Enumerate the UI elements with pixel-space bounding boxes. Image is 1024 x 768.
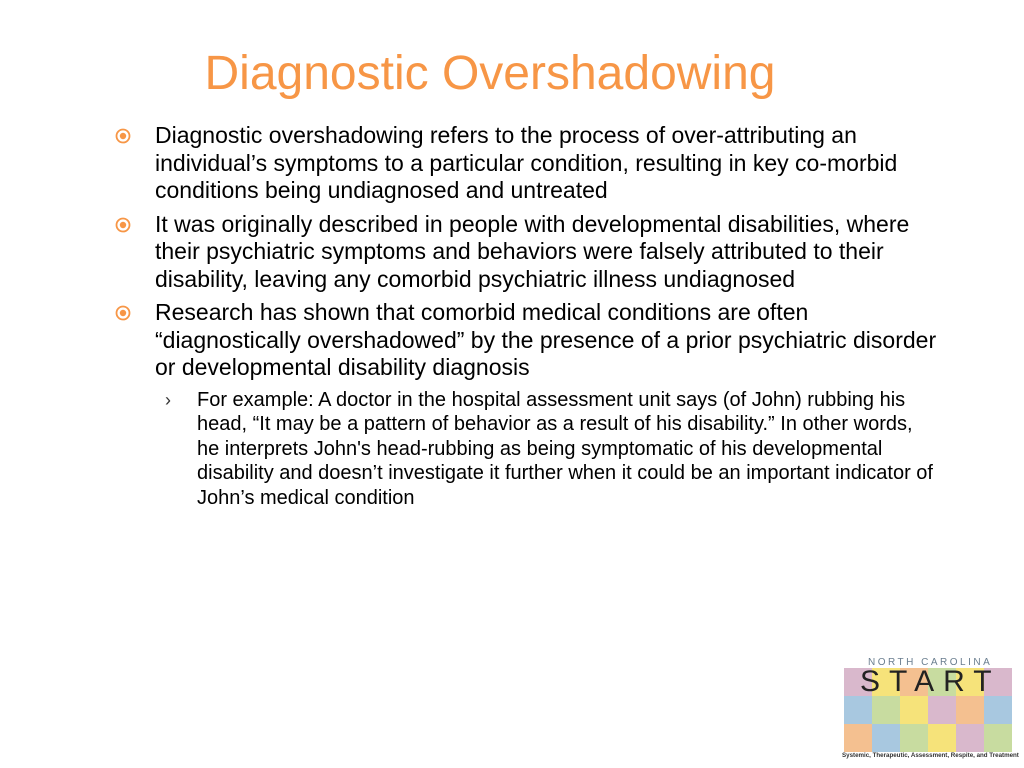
logo-region-text: NORTH CAROLINA [868,657,993,668]
circled-dot-icon [115,305,131,321]
bullet-item [110,299,940,382]
bullet-text: It was originally described in people with developmental disabilities, where their psychiatric symptoms and behaviors were falsely attributed to their disability, leaving any comorbid psychiatric illness undiagnosed [155,210,910,292]
chevron-right-icon: › [165,389,171,410]
nc-start-logo [842,651,1019,763]
sub-bullet-item [165,388,940,511]
logo-tagline: Systemic, Therapeutic, Assessment, Respite, and Treatment [842,752,1019,759]
sub-bullet-text: For example: A doctor in the hospital assessment unit says (of John) rubbing his head, “It may be a pattern of behavior as a result of his disability.” In other words, he interprets John's head-rubbing as being symptomatic of his developmental disability and doesn’t investigate it further when it could be an important indicator of John’s medical condition [197,388,933,509]
bullet-list [110,122,940,510]
puzzle-piece [984,724,1012,752]
circled-dot-icon [115,128,131,144]
slide-title: Diagnostic Overshadowing [204,47,776,100]
bullet-text: Research has shown that comorbid medical conditions are often “diagnostically overshadowed” by the presence of a prior psychiatric disorder or developmental disability diagnosis [155,299,937,380]
circled-dot-icon [115,217,131,233]
bullet-item [110,211,940,294]
bullet-item [110,122,940,205]
logo-name: START [860,665,1001,698]
bullet-text: Diagnostic overshadowing refers to the process of over-attributing an individual’s symptoms to a particular condition, resulting in key co-morbid conditions being undiagnosed and untreated [155,122,898,203]
